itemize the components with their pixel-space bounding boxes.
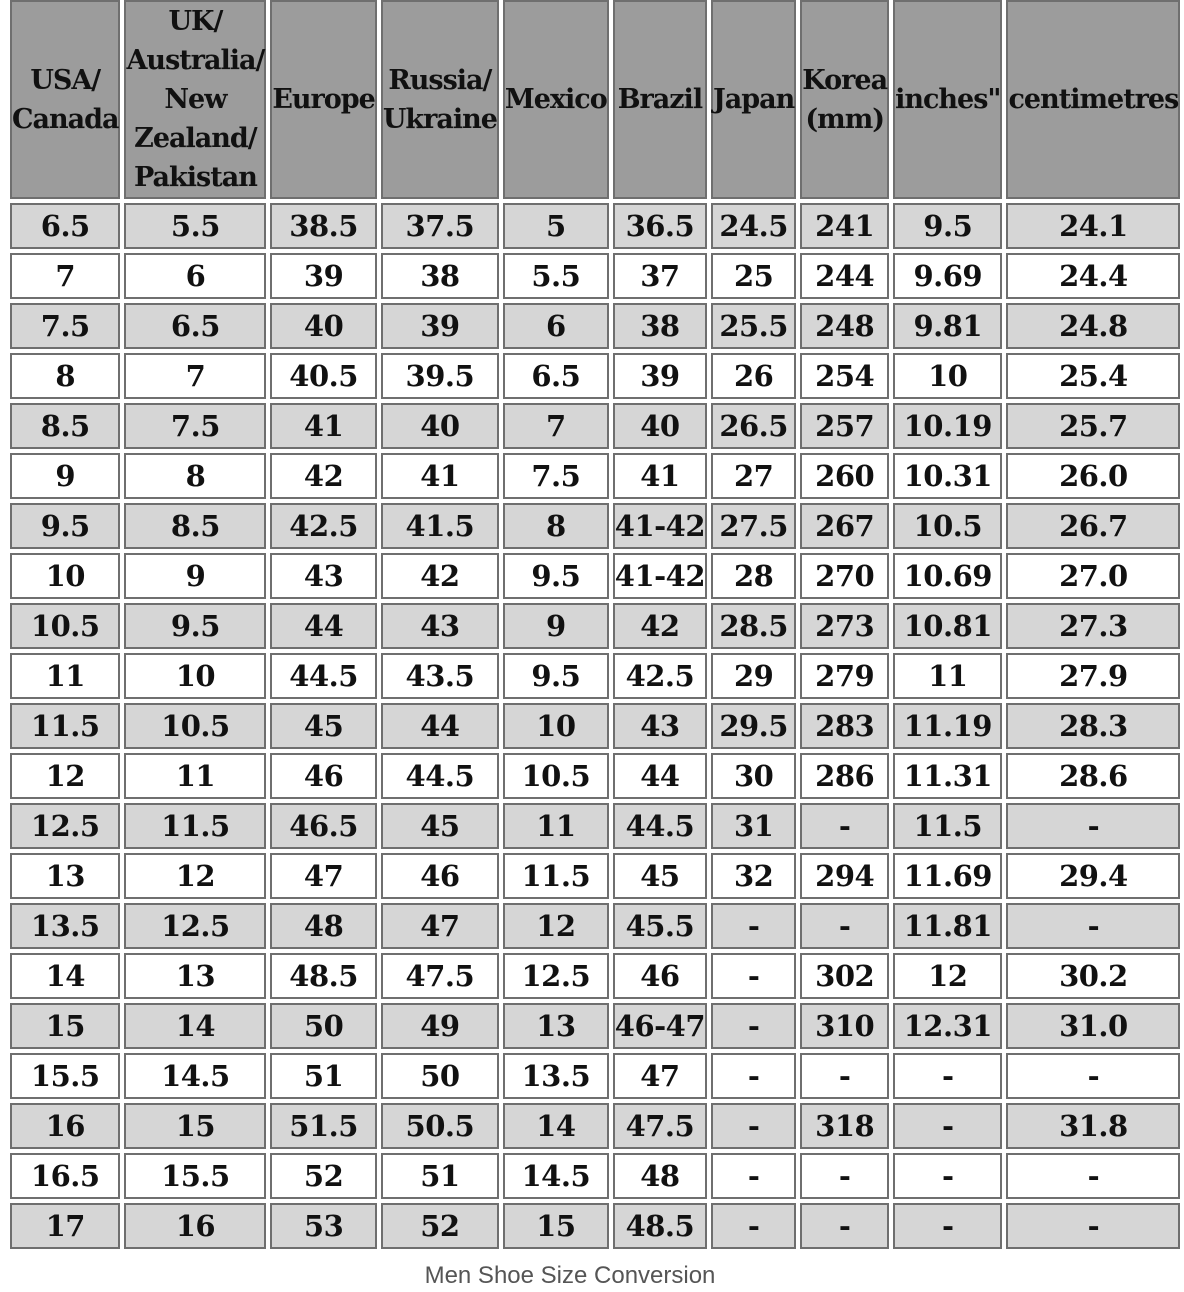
- column-header-usa-canada: [10, 0, 120, 199]
- cell-russia-ukraine: 42: [381, 553, 499, 599]
- cell-mexico: 6: [503, 303, 609, 349]
- cell-mexico: 9: [503, 603, 609, 649]
- cell-brazil: 47.5: [613, 1103, 707, 1149]
- column-header-line: USA/: [30, 64, 101, 96]
- cell-europe: 51.5: [270, 1103, 377, 1149]
- cell-inches: 10.69: [893, 553, 1002, 599]
- table-row: [10, 703, 1180, 749]
- column-header-line: Japan: [713, 84, 795, 115]
- table-row: [10, 953, 1180, 999]
- cell-europe: 53: [270, 1203, 377, 1249]
- table-row: [10, 553, 1180, 599]
- cell-centimetres: -: [1006, 1203, 1180, 1249]
- column-header-line: Pakistan: [133, 162, 257, 193]
- cell-brazil: 41: [613, 453, 707, 499]
- cell-russia-ukraine: 39.5: [381, 353, 499, 399]
- cell-korea-mm: 279: [800, 653, 889, 699]
- cell-usa-canada: 8.5: [10, 403, 120, 449]
- cell-usa-canada: 16: [10, 1103, 120, 1149]
- cell-russia-ukraine: 39: [381, 303, 499, 349]
- cell-mexico: 12.5: [503, 953, 609, 999]
- cell-centimetres: 28.3: [1006, 703, 1180, 749]
- cell-mexico: 13.5: [503, 1053, 609, 1099]
- cell-mexico: 7: [503, 403, 609, 449]
- cell-centimetres: 27.0: [1006, 553, 1180, 599]
- cell-mexico: 7.5: [503, 453, 609, 499]
- cell-europe: 45: [270, 703, 377, 749]
- cell-usa-canada: 9: [10, 453, 120, 499]
- cell-japan: 28.5: [711, 603, 796, 649]
- cell-mexico: 9.5: [503, 553, 609, 599]
- cell-russia-ukraine: 46: [381, 853, 499, 899]
- cell-centimetres: 27.9: [1006, 653, 1180, 699]
- cell-russia-ukraine: 43.5: [381, 653, 499, 699]
- cell-brazil: 42.5: [613, 653, 707, 699]
- cell-inches: 9.81: [893, 303, 1002, 349]
- cell-japan: -: [711, 1103, 796, 1149]
- column-header-line: Mexico: [504, 84, 607, 115]
- cell-mexico: 12: [503, 903, 609, 949]
- cell-centimetres: 26.0: [1006, 453, 1180, 499]
- cell-brazil: 39: [613, 353, 707, 399]
- cell-inches: 10.31: [893, 453, 1002, 499]
- cell-usa-canada: 7.5: [10, 303, 120, 349]
- column-header-centimetres: [1006, 0, 1180, 199]
- table-row: [10, 1103, 1180, 1149]
- cell-inches: 11.19: [893, 703, 1002, 749]
- cell-centimetres: 27.3: [1006, 603, 1180, 649]
- table-header-row: [10, 0, 1180, 199]
- cell-uk-australia-nz-pakistan: 6: [124, 253, 266, 299]
- column-header-line: Australia/: [126, 45, 265, 76]
- cell-uk-australia-nz-pakistan: 9.5: [124, 603, 266, 649]
- cell-centimetres: 29.4: [1006, 853, 1180, 899]
- cell-russia-ukraine: 50.5: [381, 1103, 499, 1149]
- cell-japan: -: [711, 953, 796, 999]
- cell-inches: 11.69: [893, 853, 1002, 899]
- cell-inches: 11.31: [893, 753, 1002, 799]
- cell-centimetres: -: [1006, 1053, 1180, 1099]
- cell-usa-canada: 7: [10, 253, 120, 299]
- column-header-line: centimetres: [1008, 84, 1179, 115]
- column-header-line: Korea: [802, 64, 888, 96]
- cell-uk-australia-nz-pakistan: 11.5: [124, 803, 266, 849]
- cell-uk-australia-nz-pakistan: 12.5: [124, 903, 266, 949]
- cell-japan: 26.5: [711, 403, 796, 449]
- cell-brazil: 38: [613, 303, 707, 349]
- column-header-russia-ukraine: [381, 0, 499, 199]
- cell-centimetres: 31.8: [1006, 1103, 1180, 1149]
- cell-uk-australia-nz-pakistan: 8.5: [124, 503, 266, 549]
- cell-brazil: 47: [613, 1053, 707, 1099]
- cell-brazil: 41-42: [613, 553, 707, 599]
- cell-inches: 9.69: [893, 253, 1002, 299]
- cell-europe: 46: [270, 753, 377, 799]
- cell-uk-australia-nz-pakistan: 12: [124, 853, 266, 899]
- cell-brazil: 43: [613, 703, 707, 749]
- cell-europe: 50: [270, 1003, 377, 1049]
- column-header-line: Canada: [12, 103, 119, 135]
- cell-usa-canada: 11: [10, 653, 120, 699]
- column-header-inches: [893, 0, 1002, 199]
- cell-japan: 25.5: [711, 303, 796, 349]
- cell-inches: 10.5: [893, 503, 1002, 549]
- cell-usa-canada: 16.5: [10, 1153, 120, 1199]
- column-header-japan: [711, 0, 796, 199]
- cell-russia-ukraine: 37.5: [381, 203, 499, 249]
- cell-centimetres: 24.4: [1006, 253, 1180, 299]
- column-header-line: inches": [895, 84, 1001, 115]
- table-row: [10, 453, 1180, 499]
- cell-inches: -: [893, 1153, 1002, 1199]
- table-row: [10, 753, 1180, 799]
- cell-uk-australia-nz-pakistan: 10.5: [124, 703, 266, 749]
- cell-russia-ukraine: 44: [381, 703, 499, 749]
- cell-japan: 24.5: [711, 203, 796, 249]
- cell-russia-ukraine: 38: [381, 253, 499, 299]
- cell-japan: 28: [711, 553, 796, 599]
- table-row: [10, 253, 1180, 299]
- cell-usa-canada: 12.5: [10, 803, 120, 849]
- column-header-mexico: [503, 0, 609, 199]
- column-header-line: UK/: [168, 6, 223, 37]
- cell-mexico: 14.5: [503, 1153, 609, 1199]
- cell-russia-ukraine: 51: [381, 1153, 499, 1199]
- cell-japan: 27: [711, 453, 796, 499]
- cell-mexico: 6.5: [503, 353, 609, 399]
- cell-europe: 44: [270, 603, 377, 649]
- cell-inches: -: [893, 1103, 1002, 1149]
- cell-usa-canada: 8: [10, 353, 120, 399]
- cell-brazil: 46-47: [613, 1003, 707, 1049]
- cell-usa-canada: 10: [10, 553, 120, 599]
- cell-inches: 9.5: [893, 203, 1002, 249]
- cell-inches: 10.81: [893, 603, 1002, 649]
- cell-centimetres: 24.8: [1006, 303, 1180, 349]
- table-row: [10, 403, 1180, 449]
- cell-korea-mm: -: [800, 1153, 889, 1199]
- cell-uk-australia-nz-pakistan: 7.5: [124, 403, 266, 449]
- cell-japan: 29: [711, 653, 796, 699]
- table-row: [10, 503, 1180, 549]
- cell-korea-mm: 257: [800, 403, 889, 449]
- cell-europe: 40.5: [270, 353, 377, 399]
- cell-mexico: 9.5: [503, 653, 609, 699]
- column-header-korea-mm: [800, 0, 889, 199]
- table-row: [10, 1053, 1180, 1099]
- table-row: [10, 853, 1180, 899]
- cell-centimetres: 25.7: [1006, 403, 1180, 449]
- cell-brazil: 48: [613, 1153, 707, 1199]
- cell-japan: -: [711, 1053, 796, 1099]
- cell-russia-ukraine: 49: [381, 1003, 499, 1049]
- cell-europe: 44.5: [270, 653, 377, 699]
- table-row: [10, 1003, 1180, 1049]
- cell-mexico: 5: [503, 203, 609, 249]
- cell-russia-ukraine: 47: [381, 903, 499, 949]
- cell-japan: -: [711, 903, 796, 949]
- cell-brazil: 36.5: [613, 203, 707, 249]
- cell-europe: 52: [270, 1153, 377, 1199]
- table-row: [10, 203, 1180, 249]
- cell-mexico: 11.5: [503, 853, 609, 899]
- cell-usa-canada: 6.5: [10, 203, 120, 249]
- cell-uk-australia-nz-pakistan: 9: [124, 553, 266, 599]
- cell-europe: 42.5: [270, 503, 377, 549]
- cell-brazil: 48.5: [613, 1203, 707, 1249]
- cell-uk-australia-nz-pakistan: 15.5: [124, 1153, 266, 1199]
- table-row: [10, 803, 1180, 849]
- cell-korea-mm: 267: [800, 503, 889, 549]
- cell-japan: 29.5: [711, 703, 796, 749]
- cell-korea-mm: 286: [800, 753, 889, 799]
- cell-japan: 30: [711, 753, 796, 799]
- cell-usa-canada: 13: [10, 853, 120, 899]
- cell-japan: 31: [711, 803, 796, 849]
- cell-mexico: 8: [503, 503, 609, 549]
- cell-korea-mm: -: [800, 1203, 889, 1249]
- cell-korea-mm: 254: [800, 353, 889, 399]
- cell-uk-australia-nz-pakistan: 15: [124, 1103, 266, 1149]
- cell-korea-mm: 260: [800, 453, 889, 499]
- cell-korea-mm: 273: [800, 603, 889, 649]
- column-header-uk-australia-nz-pakistan: [124, 0, 266, 199]
- cell-centimetres: 31.0: [1006, 1003, 1180, 1049]
- cell-usa-canada: 15: [10, 1003, 120, 1049]
- cell-japan: 25: [711, 253, 796, 299]
- cell-uk-australia-nz-pakistan: 14.5: [124, 1053, 266, 1099]
- cell-inches: -: [893, 1053, 1002, 1099]
- cell-uk-australia-nz-pakistan: 6.5: [124, 303, 266, 349]
- table-row: [10, 903, 1180, 949]
- cell-russia-ukraine: 52: [381, 1203, 499, 1249]
- table-row: [10, 303, 1180, 349]
- cell-russia-ukraine: 41.5: [381, 503, 499, 549]
- cell-europe: 39: [270, 253, 377, 299]
- cell-japan: 27.5: [711, 503, 796, 549]
- cell-uk-australia-nz-pakistan: 8: [124, 453, 266, 499]
- cell-russia-ukraine: 41: [381, 453, 499, 499]
- column-header-line: Russia/: [388, 64, 492, 96]
- cell-europe: 42: [270, 453, 377, 499]
- cell-centimetres: 30.2: [1006, 953, 1180, 999]
- cell-russia-ukraine: 40: [381, 403, 499, 449]
- cell-centimetres: 26.7: [1006, 503, 1180, 549]
- column-header-line: Ukraine: [382, 103, 497, 135]
- cell-russia-ukraine: 45: [381, 803, 499, 849]
- cell-mexico: 10: [503, 703, 609, 749]
- cell-usa-canada: 15.5: [10, 1053, 120, 1099]
- cell-uk-australia-nz-pakistan: 10: [124, 653, 266, 699]
- table-row: [10, 603, 1180, 649]
- cell-korea-mm: 270: [800, 553, 889, 599]
- cell-usa-canada: 13.5: [10, 903, 120, 949]
- cell-mexico: 13: [503, 1003, 609, 1049]
- column-header-line: (mm): [805, 103, 885, 135]
- cell-centimetres: -: [1006, 1153, 1180, 1199]
- cell-korea-mm: -: [800, 803, 889, 849]
- cell-brazil: 46: [613, 953, 707, 999]
- cell-europe: 43: [270, 553, 377, 599]
- cell-russia-ukraine: 44.5: [381, 753, 499, 799]
- column-header-line: New: [164, 84, 227, 115]
- cell-russia-ukraine: 50: [381, 1053, 499, 1099]
- cell-inches: 12: [893, 953, 1002, 999]
- cell-centimetres: 24.1: [1006, 203, 1180, 249]
- size-conversion-table: [6, 0, 1184, 1253]
- cell-brazil: 41-42: [613, 503, 707, 549]
- cell-brazil: 44.5: [613, 803, 707, 849]
- cell-mexico: 15: [503, 1203, 609, 1249]
- cell-europe: 40: [270, 303, 377, 349]
- cell-japan: -: [711, 1153, 796, 1199]
- cell-russia-ukraine: 43: [381, 603, 499, 649]
- cell-mexico: 10.5: [503, 753, 609, 799]
- cell-brazil: 45.5: [613, 903, 707, 949]
- column-header-brazil: [613, 0, 707, 199]
- table-row: [10, 1203, 1180, 1249]
- cell-japan: -: [711, 1203, 796, 1249]
- cell-usa-canada: 9.5: [10, 503, 120, 549]
- cell-uk-australia-nz-pakistan: 5.5: [124, 203, 266, 249]
- table-row: [10, 353, 1180, 399]
- cell-brazil: 40: [613, 403, 707, 449]
- cell-russia-ukraine: 47.5: [381, 953, 499, 999]
- cell-korea-mm: 241: [800, 203, 889, 249]
- cell-korea-mm: 283: [800, 703, 889, 749]
- table-row: [10, 1153, 1180, 1199]
- cell-usa-canada: 12: [10, 753, 120, 799]
- cell-inches: 10: [893, 353, 1002, 399]
- cell-usa-canada: 10.5: [10, 603, 120, 649]
- table-row: [10, 653, 1180, 699]
- cell-brazil: 44: [613, 753, 707, 799]
- cell-europe: 41: [270, 403, 377, 449]
- cell-usa-canada: 17: [10, 1203, 120, 1249]
- cell-centimetres: -: [1006, 903, 1180, 949]
- cell-korea-mm: 244: [800, 253, 889, 299]
- cell-korea-mm: 294: [800, 853, 889, 899]
- cell-inches: 12.31: [893, 1003, 1002, 1049]
- cell-japan: 32: [711, 853, 796, 899]
- column-header-line: Brazil: [617, 84, 703, 115]
- cell-korea-mm: 310: [800, 1003, 889, 1049]
- cell-korea-mm: -: [800, 1053, 889, 1099]
- cell-europe: 48.5: [270, 953, 377, 999]
- cell-uk-australia-nz-pakistan: 14: [124, 1003, 266, 1049]
- cell-inches: -: [893, 1203, 1002, 1249]
- table-caption: Men Shoe Size Conversion: [424, 1262, 716, 1289]
- cell-japan: 26: [711, 353, 796, 399]
- cell-uk-australia-nz-pakistan: 7: [124, 353, 266, 399]
- cell-korea-mm: 302: [800, 953, 889, 999]
- cell-mexico: 14: [503, 1103, 609, 1149]
- cell-inches: 11.5: [893, 803, 1002, 849]
- cell-uk-australia-nz-pakistan: 16: [124, 1203, 266, 1249]
- size-conversion-table-container: [6, 0, 1184, 1253]
- cell-japan: -: [711, 1003, 796, 1049]
- cell-uk-australia-nz-pakistan: 13: [124, 953, 266, 999]
- cell-centimetres: 28.6: [1006, 753, 1180, 799]
- cell-brazil: 45: [613, 853, 707, 899]
- cell-mexico: 5.5: [503, 253, 609, 299]
- cell-inches: 11.81: [893, 903, 1002, 949]
- column-header-europe: [270, 0, 377, 199]
- cell-centimetres: 25.4: [1006, 353, 1180, 399]
- table-body: [10, 203, 1180, 1249]
- cell-korea-mm: 248: [800, 303, 889, 349]
- cell-europe: 46.5: [270, 803, 377, 849]
- cell-centimetres: -: [1006, 803, 1180, 849]
- cell-mexico: 11: [503, 803, 609, 849]
- cell-inches: 11: [893, 653, 1002, 699]
- cell-korea-mm: -: [800, 903, 889, 949]
- cell-korea-mm: 318: [800, 1103, 889, 1149]
- column-header-line: Zealand/: [134, 123, 257, 154]
- cell-europe: 48: [270, 903, 377, 949]
- cell-europe: 38.5: [270, 203, 377, 249]
- cell-inches: 10.19: [893, 403, 1002, 449]
- cell-brazil: 37: [613, 253, 707, 299]
- cell-europe: 51: [270, 1053, 377, 1099]
- column-header-line: Europe: [272, 84, 375, 115]
- cell-usa-canada: 14: [10, 953, 120, 999]
- cell-usa-canada: 11.5: [10, 703, 120, 749]
- cell-uk-australia-nz-pakistan: 11: [124, 753, 266, 799]
- cell-europe: 47: [270, 853, 377, 899]
- cell-brazil: 42: [613, 603, 707, 649]
